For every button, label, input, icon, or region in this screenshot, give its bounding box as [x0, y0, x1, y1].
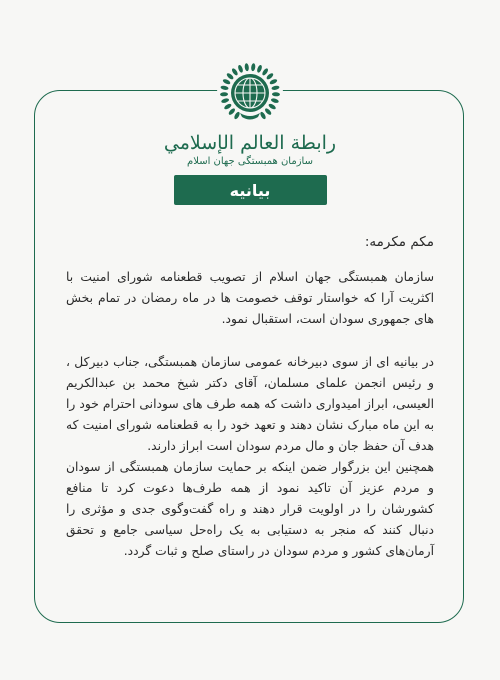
paragraph-2: در بیانیه ای از سوی دبیرخانه عمومی سازمان همبستگی، جناب دبیرکل ، و رئیس انجمن علمای مسلمان، آقای دکتر شیخ محمد بن عبدالکریم العیسی، ابراز امیدواری داشت که همه طرف های سودانی احترام خود را به این ماه مبارک نشان دهند و تعهد خود را به قطعنامه شورای امنیت که هدف آن حفظ جان و مال مردم سودان است ابراز دارند.	[66, 355, 434, 453]
letterhead	[0, 60, 500, 205]
org-name-arabic: رابطة العالم الإسلامي	[163, 132, 337, 154]
statement-body	[66, 232, 434, 562]
statement-badge	[174, 175, 327, 205]
salutation: مکم مکرمه:	[364, 234, 434, 250]
globe-emblem-icon	[217, 60, 283, 126]
statement-badge-label: بیانیه	[229, 180, 271, 200]
paragraph-1: سازمان همبستگی جهان اسلام از تصویب قطعنامه شورای امنیت با اکثریت آرا که خواستار توقف خصومت ها در ماه رمضان در تمام بخش های جمهوری سودان است، استقبال نمود.	[66, 270, 434, 326]
org-name-persian: سازمان همبستگی جهان اسلام	[187, 156, 313, 167]
paragraph-3: همچنین این بزرگوار ضمن اینکه بر حمایت سازمان همبستگی از سودان و مردم عزیز آن تاکید نمود از همه طرف‌ها دعوت کرد تا منافع کشورشان را در اولویت قرار دهند و راه گفت‌وگوی جدی و مؤثری را دنبال کنند که منجر به دستیابی به یک راه‌حل سیاسی جامع و تحقق آرمان‌های کشور و مردم سودان در راستای صلح و ثبات گردد.	[66, 460, 434, 558]
